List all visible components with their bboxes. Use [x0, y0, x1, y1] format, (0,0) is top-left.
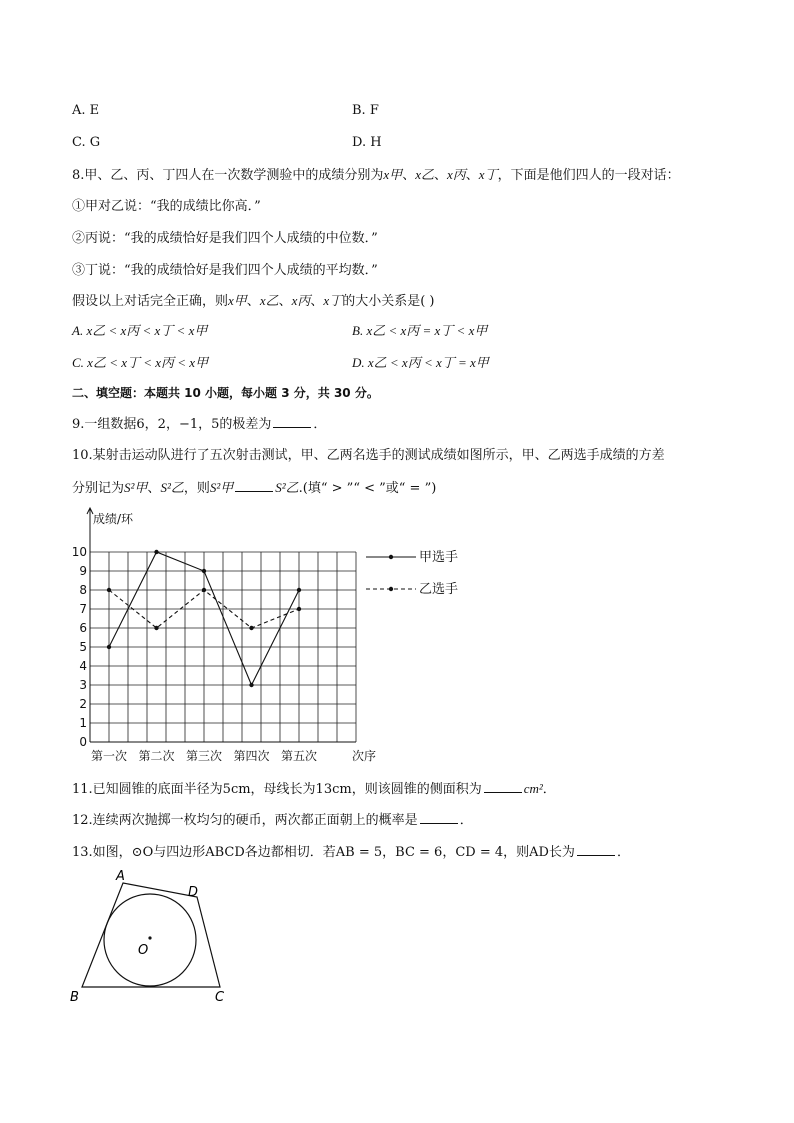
series-1-point [297, 588, 301, 592]
q13 [72, 843, 630, 862]
q13-end: ． [616, 845, 630, 860]
y-tick-label: 2 [79, 697, 87, 711]
q9-text: 9.一组数据6，2，−1，5的极差为 [72, 417, 272, 432]
q8-stem-suffix: ，下面是他们四人的一段对话： [497, 168, 680, 183]
q11-answer-blank[interactable] [484, 780, 522, 793]
q12 [72, 811, 473, 830]
q8-question: 假设以上对话完全正确，则x甲、x乙、x丙、x丁的大小关系是( ) [72, 293, 435, 309]
x-tick-label: 第三次 [185, 749, 223, 763]
q8-q-var-bing: x丙 [291, 293, 311, 308]
series-1-point [154, 550, 158, 554]
q8-option-c: C. x乙 < x丁 < x丙 < x甲 [72, 355, 209, 370]
label-b: B [70, 990, 79, 1005]
series-1-point [107, 645, 111, 649]
x-tick-label: 第五次 [280, 749, 318, 763]
q8-var-bing: x丙 [447, 167, 466, 182]
x-tick-label: 第一次 [90, 749, 128, 763]
q10-line2-b: 、 [147, 481, 161, 496]
q10-s-yi: S²乙 [160, 480, 184, 495]
section-heading: 二、填空题：本题共 10 小题，每小题 3 分，共 30 分。 [72, 386, 379, 400]
q8-statement-1: ①甲对乙说：“我的成绩比你高．” [72, 199, 261, 214]
q9 [72, 415, 326, 434]
q11-unit: cm² [523, 781, 543, 796]
legend-marker-2 [389, 587, 393, 591]
x-tick-label: 第四次 [233, 749, 270, 763]
y-tick-label: 5 [79, 640, 87, 654]
quadrilateral-abcd [82, 883, 220, 987]
y-tick-label: 7 [79, 602, 87, 616]
q12-end: ． [459, 813, 473, 828]
q10-s-yi-2: S²乙 [275, 480, 299, 495]
q8-var-ding: x丁 [478, 167, 498, 182]
q10-line2-a: 分别记为 [72, 481, 125, 496]
series-2-point [107, 588, 111, 592]
chart-legend [366, 549, 458, 597]
y-tick-label: 0 [79, 735, 87, 749]
q11-end: ． [542, 782, 556, 797]
x-axis-label: 次序 [352, 749, 377, 763]
chart-grid [90, 552, 356, 742]
q10-line2 [72, 479, 436, 498]
series-1-point [202, 569, 206, 573]
legend-label-1: 甲选手 [419, 550, 459, 565]
y-tick-label: 9 [79, 564, 87, 578]
label-d: D [188, 885, 199, 900]
q7-option-a: A. E [72, 103, 100, 118]
q8-q-var-yi: x乙 [259, 293, 279, 308]
q7-option-d: D. H [352, 135, 382, 150]
q8-question-suffix: 的大小关系是( ) [342, 294, 435, 309]
q8-question-prefix: 假设以上对话完全正确，则 [72, 294, 229, 309]
q13-answer-blank[interactable] [577, 843, 615, 856]
label-a: A [116, 869, 125, 884]
legend-marker-1 [389, 555, 393, 559]
q12-answer-blank[interactable] [420, 811, 458, 824]
y-tick-label: 4 [79, 659, 87, 673]
q8-stem: 8.甲、乙、丙、丁四人在一次数学测验中的成绩分别为x甲、x乙、x丙、x丁，下面是他们四人的一段对话： [72, 167, 680, 183]
q10-s-jia-2: S²甲 [209, 480, 234, 495]
q8-var-jia: x甲 [383, 167, 403, 182]
q13-text: 13.如图，⊙O与四边形ABCD各边都相切．若AB = 5，BC = 6，CD = 4，则AD长为 [72, 845, 575, 860]
q10-line1: 10.某射击运动队进行了五次射击测试，甲、乙两名选手的测试成绩如图所示，甲、乙两选手成绩的方差 [72, 448, 665, 463]
series-2-point [297, 607, 301, 611]
figure-13-quadrilateral [66, 866, 246, 1011]
q8-var-yi: x乙 [415, 167, 434, 182]
center-dot [148, 936, 151, 939]
q8-q-var-ding: x丁 [323, 293, 343, 308]
q8-statement-2: ②丙说：“我的成绩恰好是我们四个人成绩的中位数．” [72, 231, 378, 246]
y-axis-label: 成绩/环 [93, 512, 134, 526]
q8-option-a: A. x乙 < x丙 < x丁 < x甲 [72, 323, 208, 338]
q10-s-jia: S²甲 [124, 480, 148, 495]
q11 [72, 780, 556, 799]
q10-line2-d: .(填“ > ”“ < ”或“ = ”) [298, 481, 437, 496]
series-1-point [249, 683, 253, 687]
y-tick-label: 8 [79, 583, 87, 597]
series-2-point [249, 626, 253, 630]
q8-option-d: D. x乙 < x丙 < x丁 = x甲 [352, 355, 489, 370]
series-2-point [202, 588, 206, 592]
q12-text: 12.连续两次抛掷一枚均匀的硬币，两次都正面朝上的概率是 [72, 813, 418, 828]
q7-option-b: B. F [352, 103, 379, 118]
q9-answer-blank[interactable] [273, 415, 311, 428]
q10-answer-blank[interactable] [235, 479, 273, 492]
score-line-chart [70, 505, 490, 770]
q10-line2-c: ，则 [183, 481, 210, 496]
x-tick-label: 第二次 [138, 749, 175, 763]
y-tick-label: 6 [79, 621, 87, 635]
legend-label-2: 乙选手 [419, 582, 459, 597]
q9-end: ． [313, 417, 327, 432]
chart-axes [87, 508, 376, 763]
inscribed-circle [104, 894, 196, 986]
q8-option-b: B. x乙 < x丙 = x丁 < x甲 [352, 323, 488, 338]
y-tick-label: 1 [79, 716, 87, 730]
q7-option-c: C. G [72, 135, 101, 150]
q11-text: 11.已知圆锥的底面半径为5cm，母线长为13cm，则该圆锥的侧面积为 [72, 782, 482, 797]
y-tick-label: 10 [71, 545, 87, 559]
label-o: O [138, 943, 149, 958]
label-c: C [215, 990, 225, 1005]
q8-statement-3: ③丁说：“我的成绩恰好是我们四个人成绩的平均数．” [72, 263, 378, 278]
y-tick-label: 3 [79, 678, 87, 692]
q8-stem-prefix: 8.甲、乙、丙、丁四人在一次数学测验中的成绩分别为 [72, 168, 384, 183]
q8-q-var-jia: x甲 [228, 293, 247, 308]
series-2-point [154, 626, 158, 630]
